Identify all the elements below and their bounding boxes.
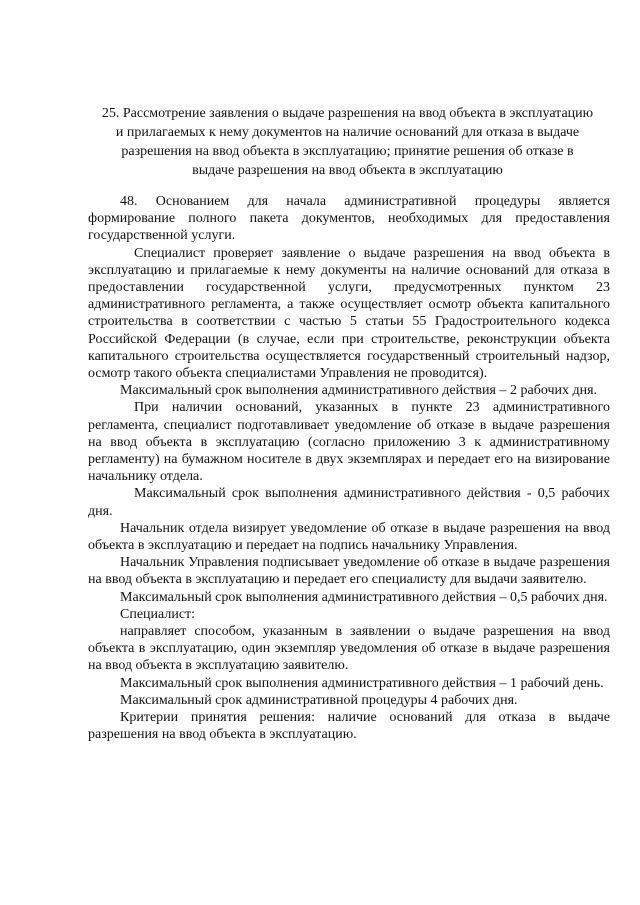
paragraph-specialist-label: Специалист: [120, 606, 196, 622]
paragraph-deadline: Максимальный срок выполнения административного действия - 0,5 рабочих дня. [88, 486, 610, 519]
paragraph-specialist-check: Специалист проверяет заявление о выдаче разрешения на ввод объекта в эксплуатацию и прилагаемые к нему документы на наличие оснований для отказа в предоставлении государственной услуги, предусмотренных пунктом 23 административного регламента, а также осуществляет осмотр объекта капитального строительства в соответствии с частью 5 статьи 55 Градостроительного кодекса Российской Федерации (в случае, если при строительстве, реконструкции объекта капитального строительства осуществляется государственный строительный надзор, осмотр такого объекта специалистами Управления не проводится). [88, 245, 610, 382]
section-heading-line: 25. Рассмотрение заявления о выдаче разрешения на ввод объекта в эксплуатацию [101, 106, 594, 121]
paragraph-refusal-notice: При наличии оснований, указанных в пункте 23 административного регламента, специалист подготавливает уведомление об отказе в выдаче разрешения на ввод объекта в эксплуатацию (согласно приложению 3 к административному регламенту) на бумажном носителе в двух экземплярах и передает его на визирование начальнику отдела. [88, 400, 610, 485]
section-heading-line: и прилагаемых к нему документов на наличие оснований для отказа в выдаче [115, 125, 580, 140]
paragraph-sending: направляет способом, указанным в заявлении о выдаче разрешения на ввод объекта в эксплуатацию, один экземпляр уведомления об отказе в выдаче разрешения на ввод объекта в эксплуатацию заявителю. [88, 624, 610, 674]
section-heading [80, 104, 615, 180]
paragraph-deadline: Максимальный срок выполнения административного действия – 2 рабочих дня. [120, 383, 598, 399]
paragraph-procedure-deadline: Максимальный срок административной процедуры 4 рабочих дня. [120, 692, 518, 708]
paragraph-deadline: Максимальный срок выполнения административного действия – 1 рабочий день. [120, 675, 604, 691]
paragraph-department-head: Начальник отдела визирует уведомление об отказе в выдаче разрешения на ввод объекта в эксплуатацию и передает на подпись начальнику Управления. [88, 520, 610, 554]
section-heading-line: выдаче разрешения на ввод объекта в эксплуатацию [192, 163, 503, 178]
paragraph-office-head: Начальник Управления подписывает уведомление об отказе в выдаче разрешения на ввод объекта в эксплуатацию и передает его специалисту для выдачи заявителю. [88, 555, 610, 588]
section-heading-line: разрешения на ввод объекта в эксплуатацию; принятие решения об отказе в [121, 144, 574, 159]
paragraph-deadline: Максимальный срок выполнения административного действия – 0,5 рабочих дня. [120, 589, 608, 605]
document-body [88, 193, 610, 744]
paragraph-decision-criteria: Критерии принятия решения: наличие оснований для отказа в выдаче разрешения на ввод объекта в эксплуатацию. [88, 710, 610, 743]
paragraph-basis: 48. Основанием для начала административной процедуры является формирование полного пакета документов, необходимых для предоставления государственной услуги. [88, 194, 610, 244]
